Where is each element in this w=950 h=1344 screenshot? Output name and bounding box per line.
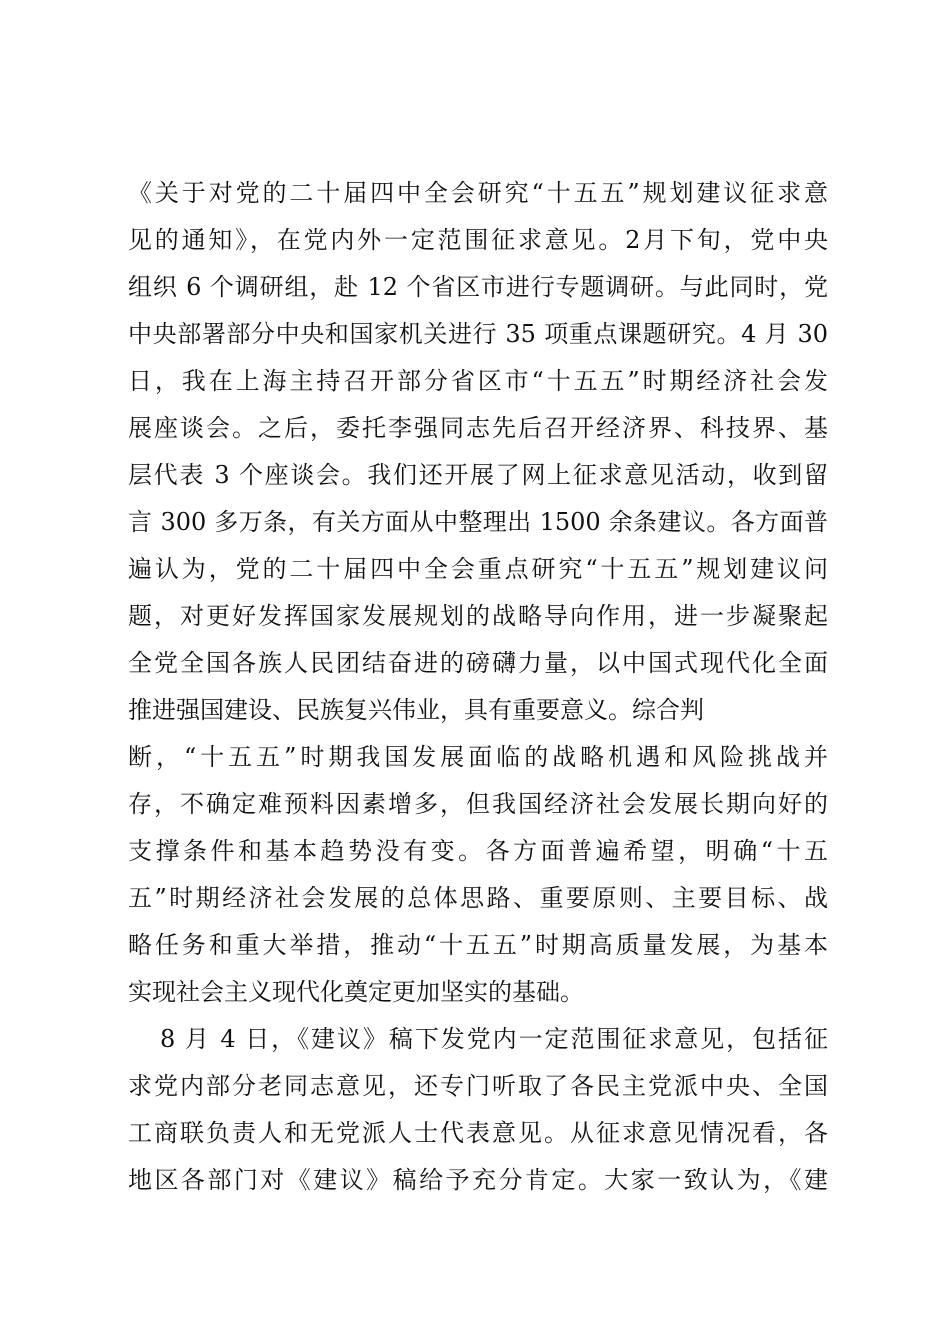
text-line: 断，“十五五”时期我国发展面临的战略机遇和风险挑战并 bbox=[128, 743, 828, 771]
text-line: 全党全国各族人民团结奋进的磅礴力量，以中国式现代化全面 bbox=[128, 649, 828, 677]
text-line: 层代表 3 个座谈会。我们还开展了网上征求意见活动，收到留 bbox=[128, 461, 828, 489]
text-line: 言 300 多万条，有关方面从中整理出 1500 余条建议。各方面普 bbox=[128, 508, 828, 536]
text-line: 展座谈会。之后，委托李强同志先后召开经济界、科技界、基 bbox=[128, 414, 828, 442]
text-line: 中央部署部分中央和国家机关进行 35 项重点课题研究。4 月 30 bbox=[128, 320, 828, 348]
paragraph-first-line: 8 月 4 日，《建议》稿下发党内一定范围征求意见，包括征 bbox=[160, 1025, 828, 1053]
text-line: 求党内部分老同志意见，还专门听取了各民主党派中央、全国 bbox=[128, 1072, 828, 1100]
text-line: 见的通知》，在党内外一定范围征求意见。2月下旬，党中央 bbox=[128, 226, 828, 254]
text-line: 组织 6 个调研组，赴 12 个省区市进行专题调研。与此同时，党 bbox=[128, 273, 828, 301]
text-line: 存，不确定难预料因素增多，但我国经济社会发展长期向好的 bbox=[128, 790, 828, 818]
text-line: 工商联负责人和无党派人士代表意见。从征求意见情况看，各 bbox=[128, 1119, 828, 1147]
text-line: 支撑条件和基本趋势没有变。各方面普遍希望，明确“十五 bbox=[128, 837, 828, 865]
text-line: 实现社会主义现代化奠定更加坚实的基础。 bbox=[128, 978, 584, 1006]
text-line: 略任务和重大举措，推动“十五五”时期高质量发展，为基本 bbox=[128, 931, 828, 959]
text-line: 推进强国建设、民族复兴伟业，具有重要意义。综合判 bbox=[128, 696, 704, 724]
text-line: 遍认为，党的二十届四中全会重点研究“十五五”规划建议问 bbox=[128, 555, 828, 583]
text-line: 五”时期经济社会发展的总体思路、重要原则、主要目标、战 bbox=[128, 884, 828, 912]
text-line: 日，我在上海主持召开部分省区市“十五五”时期经济社会发 bbox=[128, 367, 828, 395]
text-line: 题，对更好发挥国家发展规划的战略导向作用，进一步凝聚起 bbox=[128, 602, 828, 630]
text-line: 地区各部门对《建议》稿给予充分肯定。大家一致认为，《建 bbox=[128, 1166, 828, 1194]
text-line: 《关于对党的二十届四中全会研究“十五五”规划建议征求意 bbox=[128, 179, 828, 207]
